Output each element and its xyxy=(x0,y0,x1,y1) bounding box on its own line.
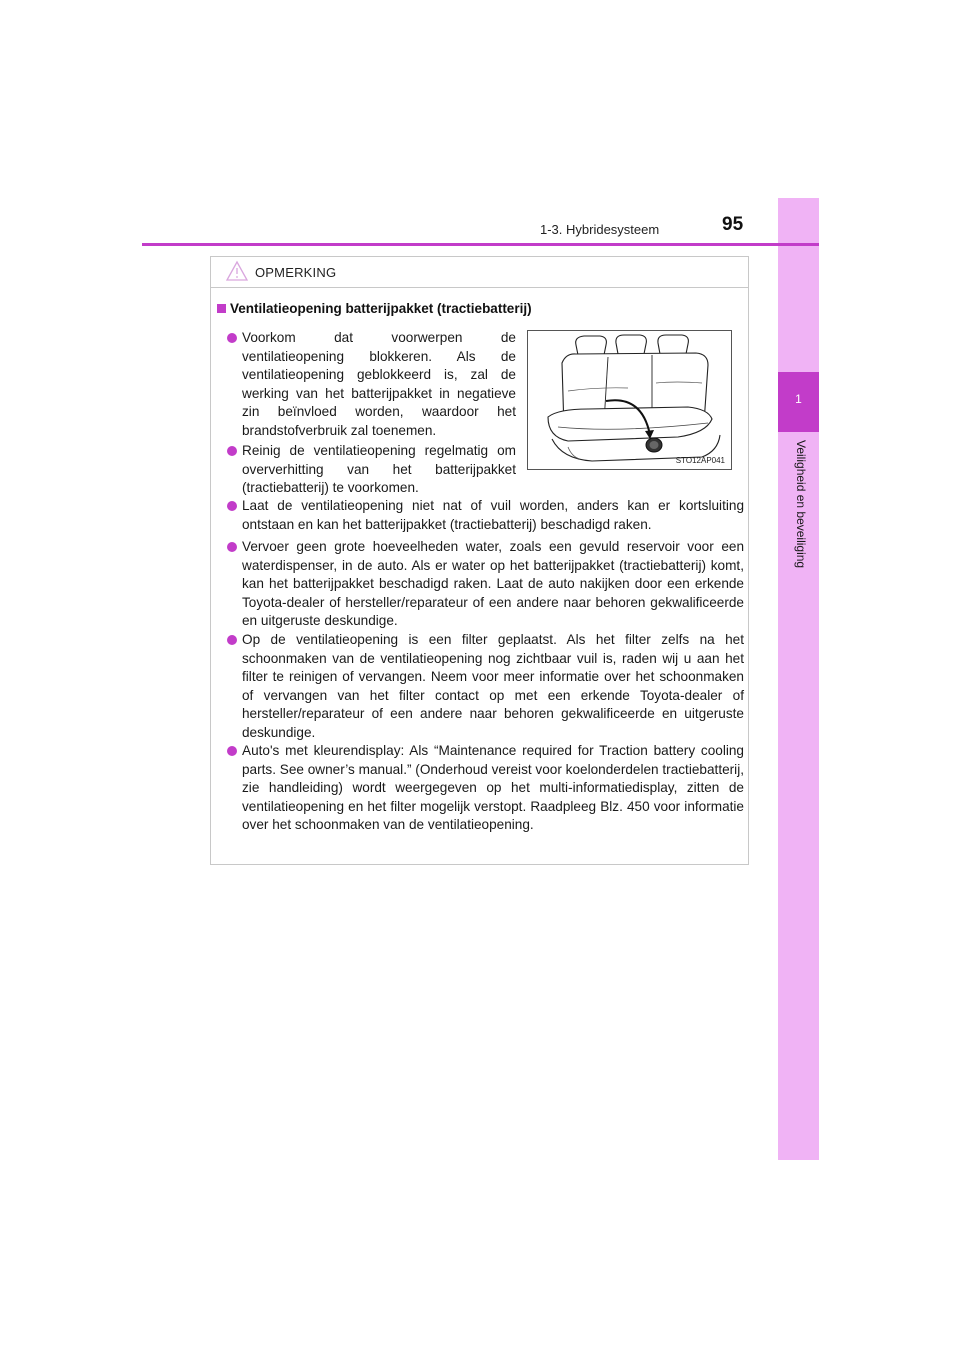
bullet-dot-icon xyxy=(227,446,237,456)
bullet-dot-icon xyxy=(227,635,237,645)
warning-triangle-icon xyxy=(225,260,249,282)
list-item xyxy=(242,442,516,498)
bullet-dot-icon xyxy=(227,501,237,511)
page-number: 95 xyxy=(722,214,744,235)
list-item-text: Op de ventilatieopening is een filter geplaatst. Als het filter zelfs na het schoonmaken van de ventilatieopening nog zichtbaar vuil is, raden wij u aan het filter te reinigen of vervangen. Neem voor meer informatie over het schoonmaken of vervangen van het filter contact op met een erkende Toyota-dealer of hersteller/reparateur of een andere naar behoren gekwalificeerde en uitgeruste deskundige. xyxy=(242,632,744,740)
notice-title: OPMERKING xyxy=(255,265,337,280)
notice-box xyxy=(210,256,749,865)
chapter-label: Veiligheid en beveiliging xyxy=(794,440,808,569)
square-bullet-icon xyxy=(217,304,226,313)
bullet-dot-icon xyxy=(227,333,237,343)
list-item xyxy=(242,538,744,631)
bullet-dot-icon xyxy=(227,746,237,756)
bullet-dot-icon xyxy=(227,542,237,552)
section-heading xyxy=(217,301,532,316)
list-item xyxy=(242,497,744,534)
list-item-text: Reinig de ventilatieopening regelmatig om oververhitting van het batterijpakket (tractiebatterij) te voorkomen. xyxy=(242,443,516,495)
chapter-side-tab xyxy=(778,198,819,1160)
rear-seat-illustration xyxy=(527,330,732,470)
list-item xyxy=(242,329,516,440)
list-item xyxy=(242,631,744,742)
notice-header xyxy=(211,257,748,288)
list-item-text: Auto's met kleurendisplay: Als “Maintenance required for Traction battery cooling parts. See owner’s manual.” (Onderhoud vereist voor koelonderdelen tractiebatterij, zie handleiding) wordt weergegeven op het multi-informatiedisplay, zitten de ventilatieopening en het filter mogelijk verstopt. Raadpleeg Blz. 450 voor informatie over het schoonmaken van de ventilatieopening. xyxy=(242,743,744,832)
figure-code: STO12AP041 xyxy=(675,456,725,465)
section-heading-text: Ventilatieopening batterijpakket (tractiebatterij) xyxy=(230,301,532,316)
chapter-number: 1 xyxy=(795,392,802,406)
list-item-text: Voorkom dat voorwerpen de ventilatieopening blokkeren. Als de ventilatieopening geblokkeerd is, zal de werking van het batterijpakket in negatieve zin beïnvloed worden, waardoor het brandstofverbruik zal toenemen. xyxy=(242,330,516,438)
list-item-text: Laat de ventilatieopening niet nat of vuil worden, anders kan er kortsluiting ontstaan en kan het batterijpakket (tractiebatterij) beschadigd raken. xyxy=(242,498,744,532)
list-item-text: Vervoer geen grote hoeveelheden water, zoals een gevuld reservoir voor een waterdispenser, in de auto. Als er water op het batterijpakket (tractiebatterij) komt, kan het batterijpakket beschadigd raken. Laat de auto nakijken door een erkende Toyota-dealer of hersteller/reparateur of een andere naar behoren gekwalificeerde en uitgeruste deskundige. xyxy=(242,539,744,628)
section-title: 1-3. Hybridesysteem xyxy=(540,222,660,237)
header-rule xyxy=(142,243,819,246)
list-item xyxy=(242,742,744,835)
rear-seat-vent-diagram xyxy=(528,331,731,469)
